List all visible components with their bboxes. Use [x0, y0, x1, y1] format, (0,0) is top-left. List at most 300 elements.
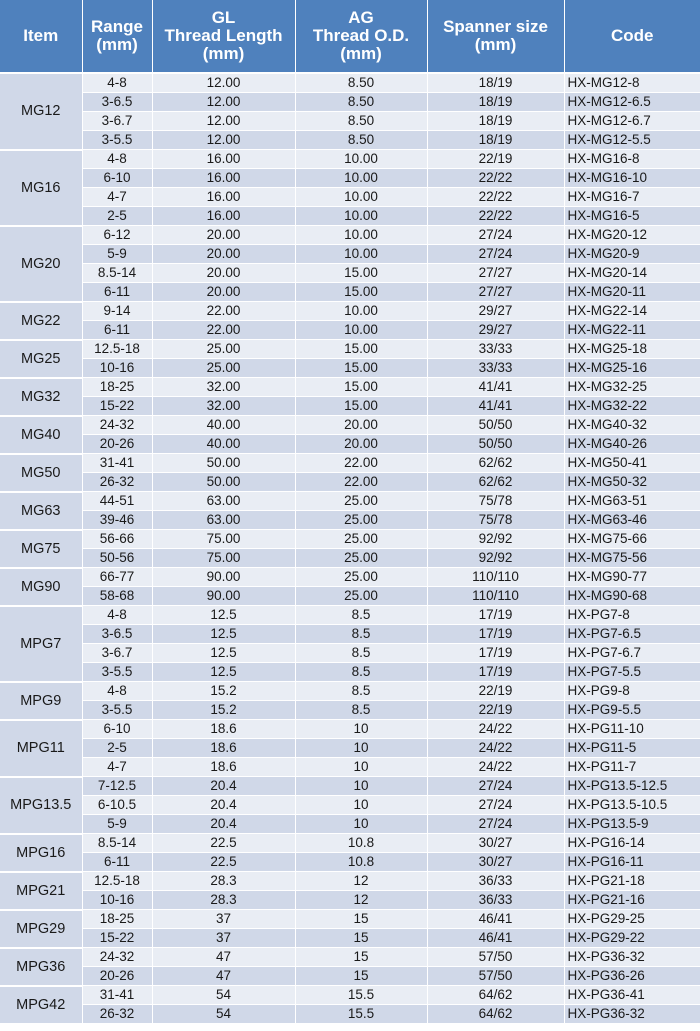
range-cell: 24-32 [82, 948, 152, 967]
range-cell: 4-7 [82, 188, 152, 207]
code-cell: HX-MG20-9 [564, 245, 700, 264]
gl-cell: 90.00 [152, 568, 295, 587]
range-cell: 8.5-14 [82, 834, 152, 853]
item-cell: MG50 [0, 454, 82, 492]
ag-cell: 15 [295, 910, 427, 929]
table-row [0, 701, 700, 720]
code-cell: HX-MG32-25 [564, 378, 700, 397]
table-body [0, 73, 700, 1024]
ag-cell: 20.00 [295, 435, 427, 454]
spanner-cell: 22/22 [427, 188, 564, 207]
gl-cell: 28.3 [152, 872, 295, 891]
ag-cell: 10 [295, 758, 427, 777]
table-header-row [0, 0, 700, 73]
gl-cell: 37 [152, 929, 295, 948]
table-row [0, 321, 700, 340]
code-cell: HX-MG40-32 [564, 416, 700, 435]
code-cell: HX-MG12-6.5 [564, 93, 700, 112]
table-row [0, 929, 700, 948]
gl-cell: 54 [152, 986, 295, 1005]
range-cell: 4-8 [82, 150, 152, 169]
range-cell: 2-5 [82, 207, 152, 226]
table-row [0, 644, 700, 663]
gl-cell: 20.4 [152, 796, 295, 815]
ag-cell: 8.5 [295, 701, 427, 720]
table-row [0, 549, 700, 568]
ag-cell: 8.5 [295, 625, 427, 644]
header-ag: AG Thread O.D. (mm) [295, 0, 427, 73]
spanner-cell: 27/27 [427, 283, 564, 302]
ag-cell: 8.5 [295, 644, 427, 663]
code-cell: HX-PG21-18 [564, 872, 700, 891]
table-row [0, 207, 700, 226]
gl-cell: 32.00 [152, 397, 295, 416]
code-cell: HX-MG75-56 [564, 549, 700, 568]
range-cell: 3-5.5 [82, 131, 152, 150]
code-cell: HX-MG25-18 [564, 340, 700, 359]
ag-cell: 25.00 [295, 511, 427, 530]
spanner-cell: 50/50 [427, 435, 564, 454]
ag-cell: 10 [295, 815, 427, 834]
range-cell: 24-32 [82, 416, 152, 435]
table-row [0, 435, 700, 454]
spanner-cell: 22/19 [427, 150, 564, 169]
range-cell: 7-12.5 [82, 777, 152, 796]
spanner-cell: 33/33 [427, 340, 564, 359]
range-cell: 12.5-18 [82, 340, 152, 359]
range-cell: 44-51 [82, 492, 152, 511]
table-row [0, 416, 700, 435]
range-cell: 18-25 [82, 910, 152, 929]
table-row [0, 378, 700, 397]
table-row [0, 739, 700, 758]
code-cell: HX-MG12-8 [564, 73, 700, 93]
code-cell: HX-PG29-25 [564, 910, 700, 929]
range-cell: 15-22 [82, 397, 152, 416]
table-row [0, 340, 700, 359]
range-cell: 6-11 [82, 853, 152, 872]
spanner-cell: 33/33 [427, 359, 564, 378]
spanner-cell: 36/33 [427, 891, 564, 910]
code-cell: HX-MG50-32 [564, 473, 700, 492]
range-cell: 3-6.7 [82, 644, 152, 663]
spanner-cell: 110/110 [427, 587, 564, 606]
ag-cell: 15 [295, 967, 427, 986]
table-row [0, 625, 700, 644]
gl-cell: 28.3 [152, 891, 295, 910]
gl-cell: 16.00 [152, 188, 295, 207]
range-cell: 4-8 [82, 682, 152, 701]
spanner-cell: 27/27 [427, 264, 564, 283]
ag-cell: 10.00 [295, 226, 427, 245]
table-row [0, 948, 700, 967]
ag-cell: 10.8 [295, 834, 427, 853]
table-row [0, 758, 700, 777]
range-cell: 9-14 [82, 302, 152, 321]
ag-cell: 15.5 [295, 986, 427, 1005]
spanner-cell: 41/41 [427, 397, 564, 416]
range-cell: 5-9 [82, 815, 152, 834]
spanner-cell: 18/19 [427, 73, 564, 93]
table-row [0, 1005, 700, 1024]
code-cell: HX-PG36-32 [564, 948, 700, 967]
range-cell: 6-10.5 [82, 796, 152, 815]
code-cell: HX-PG13.5-12.5 [564, 777, 700, 796]
gl-cell: 20.00 [152, 226, 295, 245]
range-cell: 66-77 [82, 568, 152, 587]
table-row [0, 131, 700, 150]
spanner-cell: 27/24 [427, 245, 564, 264]
gl-cell: 22.5 [152, 834, 295, 853]
spanner-cell: 30/27 [427, 834, 564, 853]
item-cell: MG63 [0, 492, 82, 530]
ag-cell: 25.00 [295, 549, 427, 568]
table-row [0, 891, 700, 910]
ag-cell: 10.8 [295, 853, 427, 872]
gl-cell: 16.00 [152, 207, 295, 226]
gl-cell: 75.00 [152, 549, 295, 568]
gl-cell: 18.6 [152, 758, 295, 777]
ag-cell: 10 [295, 720, 427, 739]
range-cell: 3-5.5 [82, 701, 152, 720]
header-code: Code [564, 0, 700, 73]
range-cell: 6-10 [82, 169, 152, 188]
ag-cell: 15.00 [295, 283, 427, 302]
spanner-cell: 64/62 [427, 1005, 564, 1024]
range-cell: 4-8 [82, 73, 152, 93]
ag-cell: 25.00 [295, 530, 427, 549]
spanner-cell: 17/19 [427, 663, 564, 682]
ag-cell: 22.00 [295, 454, 427, 473]
table-row [0, 302, 700, 321]
ag-cell: 25.00 [295, 492, 427, 511]
code-cell: HX-MG12-6.7 [564, 112, 700, 131]
ag-cell: 10.00 [295, 150, 427, 169]
gl-cell: 20.00 [152, 245, 295, 264]
range-cell: 3-6.5 [82, 93, 152, 112]
code-cell: HX-MG16-8 [564, 150, 700, 169]
code-cell: HX-MG50-41 [564, 454, 700, 473]
range-cell: 12.5-18 [82, 872, 152, 891]
item-cell: MPG21 [0, 872, 82, 910]
item-cell: MG90 [0, 568, 82, 606]
gl-cell: 12.00 [152, 131, 295, 150]
table-row [0, 663, 700, 682]
ag-cell: 8.50 [295, 131, 427, 150]
item-cell: MPG13.5 [0, 777, 82, 834]
table-row [0, 492, 700, 511]
code-cell: HX-MG12-5.5 [564, 131, 700, 150]
spanner-cell: 50/50 [427, 416, 564, 435]
table-row [0, 872, 700, 891]
code-cell: HX-PG7-6.5 [564, 625, 700, 644]
gl-cell: 50.00 [152, 473, 295, 492]
gl-cell: 18.6 [152, 720, 295, 739]
range-cell: 3-6.5 [82, 625, 152, 644]
spanner-cell: 24/22 [427, 739, 564, 758]
table-row [0, 150, 700, 169]
spanner-cell: 18/19 [427, 112, 564, 131]
gl-cell: 47 [152, 967, 295, 986]
spanner-cell: 24/22 [427, 720, 564, 739]
gl-cell: 15.2 [152, 701, 295, 720]
code-cell: HX-MG20-11 [564, 283, 700, 302]
range-cell: 10-16 [82, 359, 152, 378]
ag-cell: 8.50 [295, 73, 427, 93]
range-cell: 4-8 [82, 606, 152, 625]
range-cell: 6-11 [82, 283, 152, 302]
range-cell: 4-7 [82, 758, 152, 777]
spanner-cell: 29/27 [427, 302, 564, 321]
code-cell: HX-MG90-68 [564, 587, 700, 606]
gl-cell: 37 [152, 910, 295, 929]
table-row [0, 796, 700, 815]
table-row [0, 397, 700, 416]
code-cell: HX-MG20-14 [564, 264, 700, 283]
header-item: Item [0, 0, 82, 73]
gl-cell: 12.5 [152, 644, 295, 663]
code-cell: HX-MG20-12 [564, 226, 700, 245]
code-cell: HX-MG16-5 [564, 207, 700, 226]
table-row [0, 587, 700, 606]
ag-cell: 15 [295, 948, 427, 967]
spanner-cell: 22/22 [427, 207, 564, 226]
code-cell: HX-MG22-11 [564, 321, 700, 340]
ag-cell: 10 [295, 739, 427, 758]
spanner-cell: 110/110 [427, 568, 564, 587]
range-cell: 15-22 [82, 929, 152, 948]
code-cell: HX-PG29-22 [564, 929, 700, 948]
spanner-cell: 57/50 [427, 967, 564, 986]
spanner-cell: 62/62 [427, 473, 564, 492]
ag-cell: 8.5 [295, 682, 427, 701]
range-cell: 3-6.7 [82, 112, 152, 131]
table-row [0, 834, 700, 853]
item-cell: MPG7 [0, 606, 82, 682]
ag-cell: 8.50 [295, 112, 427, 131]
range-cell: 26-32 [82, 473, 152, 492]
range-cell: 31-41 [82, 454, 152, 473]
item-cell: MG40 [0, 416, 82, 454]
gl-cell: 16.00 [152, 150, 295, 169]
table-row [0, 283, 700, 302]
gl-cell: 15.2 [152, 682, 295, 701]
spanner-cell: 17/19 [427, 606, 564, 625]
spanner-cell: 75/78 [427, 492, 564, 511]
table-row [0, 264, 700, 283]
header-gl: GL Thread Length (mm) [152, 0, 295, 73]
spanner-cell: 64/62 [427, 986, 564, 1005]
item-cell: MG75 [0, 530, 82, 568]
code-cell: HX-PG9-5.5 [564, 701, 700, 720]
item-cell: MG32 [0, 378, 82, 416]
range-cell: 18-25 [82, 378, 152, 397]
code-cell: HX-MG22-14 [564, 302, 700, 321]
item-cell: MG20 [0, 226, 82, 302]
ag-cell: 15.5 [295, 1005, 427, 1024]
item-cell: MG22 [0, 302, 82, 340]
spanner-cell: 75/78 [427, 511, 564, 530]
item-cell: MG16 [0, 150, 82, 226]
item-cell: MPG9 [0, 682, 82, 720]
gl-cell: 20.4 [152, 815, 295, 834]
range-cell: 26-32 [82, 1005, 152, 1024]
header-range: Range (mm) [82, 0, 152, 73]
code-cell: HX-PG21-16 [564, 891, 700, 910]
item-cell: MPG42 [0, 986, 82, 1024]
table-row [0, 511, 700, 530]
spanner-cell: 22/19 [427, 682, 564, 701]
spanner-cell: 18/19 [427, 131, 564, 150]
gl-cell: 12.00 [152, 93, 295, 112]
gl-cell: 25.00 [152, 340, 295, 359]
range-cell: 5-9 [82, 245, 152, 264]
ag-cell: 10.00 [295, 302, 427, 321]
gl-cell: 12.00 [152, 73, 295, 93]
ag-cell: 8.5 [295, 606, 427, 625]
ag-cell: 10 [295, 796, 427, 815]
gl-cell: 50.00 [152, 454, 295, 473]
code-cell: HX-PG36-26 [564, 967, 700, 986]
table-row [0, 967, 700, 986]
table-row [0, 226, 700, 245]
table-row [0, 454, 700, 473]
ag-cell: 10.00 [295, 188, 427, 207]
spanner-cell: 27/24 [427, 226, 564, 245]
code-cell: HX-MG25-16 [564, 359, 700, 378]
code-cell: HX-PG36-32 [564, 1005, 700, 1024]
spanner-cell: 18/19 [427, 93, 564, 112]
code-cell: HX-MG75-66 [564, 530, 700, 549]
range-cell: 39-46 [82, 511, 152, 530]
gl-cell: 47 [152, 948, 295, 967]
table-row [0, 568, 700, 587]
code-cell: HX-MG32-22 [564, 397, 700, 416]
range-cell: 20-26 [82, 435, 152, 454]
ag-cell: 10.00 [295, 207, 427, 226]
code-cell: HX-MG63-46 [564, 511, 700, 530]
gl-cell: 20.4 [152, 777, 295, 796]
code-cell: HX-PG16-11 [564, 853, 700, 872]
ag-cell: 12 [295, 872, 427, 891]
item-cell: MPG16 [0, 834, 82, 872]
ag-cell: 20.00 [295, 416, 427, 435]
item-cell: MPG29 [0, 910, 82, 948]
range-cell: 8.5-14 [82, 264, 152, 283]
spanner-cell: 36/33 [427, 872, 564, 891]
item-cell: MG25 [0, 340, 82, 378]
gl-cell: 40.00 [152, 416, 295, 435]
table-row [0, 73, 700, 93]
table-row [0, 910, 700, 929]
spanner-cell: 62/62 [427, 454, 564, 473]
range-cell: 6-10 [82, 720, 152, 739]
gl-cell: 16.00 [152, 169, 295, 188]
range-cell: 3-5.5 [82, 663, 152, 682]
code-cell: HX-PG11-5 [564, 739, 700, 758]
table-row [0, 169, 700, 188]
ag-cell: 15.00 [295, 359, 427, 378]
range-cell: 6-11 [82, 321, 152, 340]
item-cell: MPG11 [0, 720, 82, 777]
gl-cell: 12.5 [152, 606, 295, 625]
table-row [0, 359, 700, 378]
code-cell: HX-PG9-8 [564, 682, 700, 701]
ag-cell: 15.00 [295, 378, 427, 397]
ag-cell: 25.00 [295, 587, 427, 606]
gl-cell: 12.5 [152, 625, 295, 644]
gl-cell: 20.00 [152, 264, 295, 283]
table-row [0, 606, 700, 625]
range-cell: 2-5 [82, 739, 152, 758]
range-cell: 31-41 [82, 986, 152, 1005]
table-row [0, 815, 700, 834]
code-cell: HX-PG7-6.7 [564, 644, 700, 663]
spanner-cell: 27/24 [427, 796, 564, 815]
gl-cell: 75.00 [152, 530, 295, 549]
spanner-cell: 57/50 [427, 948, 564, 967]
spanner-cell: 30/27 [427, 853, 564, 872]
spanner-cell: 41/41 [427, 378, 564, 397]
gl-cell: 22.00 [152, 321, 295, 340]
gl-cell: 20.00 [152, 283, 295, 302]
ag-cell: 10.00 [295, 169, 427, 188]
gl-cell: 54 [152, 1005, 295, 1024]
spanner-cell: 27/24 [427, 815, 564, 834]
code-cell: HX-PG16-14 [564, 834, 700, 853]
table-row [0, 853, 700, 872]
code-cell: HX-MG63-51 [564, 492, 700, 511]
header-spanner: Spanner size (mm) [427, 0, 564, 73]
table-row [0, 245, 700, 264]
range-cell: 6-12 [82, 226, 152, 245]
table-row [0, 682, 700, 701]
gl-cell: 18.6 [152, 739, 295, 758]
code-cell: HX-PG13.5-10.5 [564, 796, 700, 815]
ag-cell: 15 [295, 929, 427, 948]
code-cell: HX-MG16-7 [564, 188, 700, 207]
ag-cell: 10 [295, 777, 427, 796]
spanner-cell: 46/41 [427, 910, 564, 929]
spanner-cell: 29/27 [427, 321, 564, 340]
table-row [0, 986, 700, 1005]
table-row [0, 112, 700, 131]
range-cell: 10-16 [82, 891, 152, 910]
ag-cell: 10.00 [295, 321, 427, 340]
spanner-cell: 27/24 [427, 777, 564, 796]
table-row [0, 530, 700, 549]
ag-cell: 22.00 [295, 473, 427, 492]
spanner-cell: 22/22 [427, 169, 564, 188]
range-cell: 50-56 [82, 549, 152, 568]
gl-cell: 63.00 [152, 492, 295, 511]
ag-cell: 15.00 [295, 340, 427, 359]
ag-cell: 25.00 [295, 568, 427, 587]
spanner-cell: 22/19 [427, 701, 564, 720]
gl-cell: 40.00 [152, 435, 295, 454]
spanner-cell: 24/22 [427, 758, 564, 777]
code-cell: HX-PG11-7 [564, 758, 700, 777]
code-cell: HX-MG40-26 [564, 435, 700, 454]
gl-cell: 90.00 [152, 587, 295, 606]
code-cell: HX-MG90-77 [564, 568, 700, 587]
code-cell: HX-MG16-10 [564, 169, 700, 188]
range-cell: 58-68 [82, 587, 152, 606]
item-cell: MPG36 [0, 948, 82, 986]
table-row [0, 93, 700, 112]
spanner-cell: 92/92 [427, 549, 564, 568]
ag-cell: 15.00 [295, 397, 427, 416]
